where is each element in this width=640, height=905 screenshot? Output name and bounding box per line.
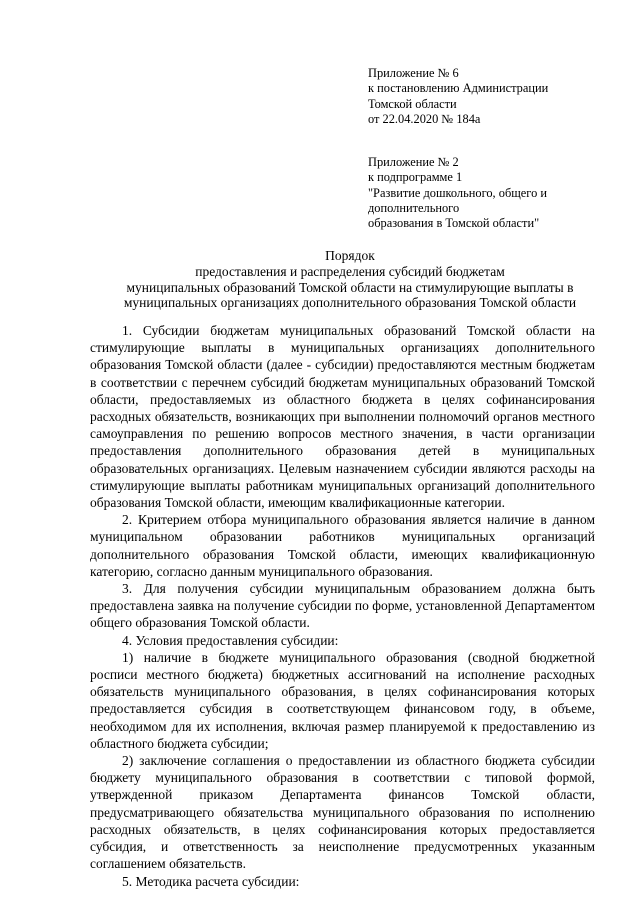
appendix-6-line-1: Приложение № 6 xyxy=(368,66,459,80)
paragraph-4: 4. Условия предоставления субсидии: xyxy=(122,632,339,648)
appendix-2-line-2: к подпрограмме 1 xyxy=(368,170,463,185)
title-line-3: муниципальных образований Томской области на стимулирующие выплаты в xyxy=(126,279,574,295)
document-body xyxy=(90,322,595,890)
document-title xyxy=(60,248,640,311)
appendix-2-line-4: дополнительного xyxy=(368,200,460,215)
appendix-6-line-4: от 22.04.2020 № 184а xyxy=(368,111,481,126)
paragraph-4-item-2: 2) заключение соглашения о предоставлении из областного бюджета субсидии бюджету муниципального образования в соответствии с типовой формой, утвержденной приказом Департамента финансов Томской области, предусматривающего обязательства муниципального образования по исполнению расходных обязательств, в целях софинансирования которых предоставляется субсидия, и ответственность за неисполнение предусмотренных указанным соглашением обязательств. xyxy=(90,753,595,872)
paragraph-5: 5. Методика расчета субсидии: xyxy=(122,873,300,889)
title-line-1: Порядок xyxy=(325,248,375,263)
appendix-2-line-5: образования в Томской области" xyxy=(368,216,540,231)
title-line-4: муниципальных организациях дополнительного образования Томской области xyxy=(123,295,577,311)
title-line-2: предоставления и распределения субсидий бюджетам xyxy=(195,263,505,279)
appendix-6-header xyxy=(368,66,548,127)
paragraph-2: 2. Критерием отбора муниципального образования является наличие в данном муниципальном образовании работников муниципальных организаций дополнительного образования Томской области, имеющих квалификационную категорию, согласно данным муниципального образования. xyxy=(90,512,595,579)
paragraph-1: 1. Субсидии бюджетам муниципальных образований Томской области на стимулирующие выплаты в муниципальных организациях дополнительного образования Томской области (далее - субсидии) предоставляются местным бюджетам в соответствии с перечнем субсидий бюджетам муниципальных образований Томской области, предоставляемых из областного бюджета в целях софинансирования расходных обязательств, возникающих при выполнении полномочий органов местного самоуправления по решению вопросов местного значения, в части организации предоставления дополнительного образования детей в муниципальных образовательных организациях. Целевым назначением субсидии являются расходы на стимулирующие выплаты работникам муниципальных организаций дополнительного образования Томской области, имеющим квалификационные категории. xyxy=(90,323,595,511)
paragraph-4-item-1: 1) наличие в бюджете муниципального образования (сводной бюджетной росписи местного бюджета) бюджетных ассигнований на исполнение расходных обязательств муниципального образования, в целях софинансирования которых предоставляется субсидия в соответствующем финансовом году, в объеме, необходимом для их исполнения, включая размер планируемой к предоставлению из областного бюджета субсидии; xyxy=(90,649,595,751)
paragraph-3: 3. Для получения субсидии муниципальным образованием должна быть предоставлена заявка на получение субсидии по форме, установленной Департаментом общего образования Томской области. xyxy=(90,581,595,631)
appendix-2-header xyxy=(368,155,547,231)
appendix-6-line-2: к постановлению Администрации xyxy=(368,81,549,96)
appendix-2-line-3: "Развитие дошкольного, общего и xyxy=(368,185,547,200)
appendix-2-line-1: Приложение № 2 xyxy=(368,155,459,169)
appendix-6-line-3: Томской области xyxy=(368,96,457,111)
